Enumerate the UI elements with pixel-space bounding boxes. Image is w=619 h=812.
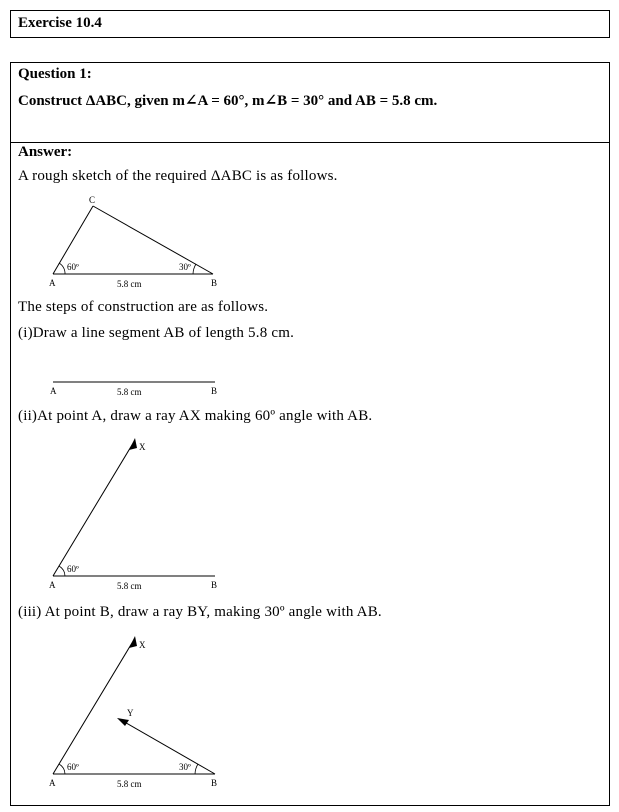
ray-ax-angle-a: 60º	[67, 564, 79, 574]
ray-ax-length-label: 5.8 cm	[117, 581, 142, 591]
exercise-title: Exercise 10.4	[18, 15, 102, 31]
question-box	[10, 62, 610, 143]
ray-by-length-label: 5.8 cm	[117, 779, 142, 789]
segment-label-a: A	[50, 386, 57, 396]
ray-ax-label-x: X	[139, 442, 146, 452]
exercise-header-box	[10, 10, 610, 38]
ray-by-label-b: B	[211, 778, 218, 788]
ray-by-angle-b: 30º	[179, 762, 191, 772]
ray-by-arc-b	[195, 764, 198, 774]
answer-divider	[10, 142, 610, 143]
step-3-text: (iii) At point B, draw a ray BY, making 30º angle with AB.	[18, 604, 382, 620]
rough-sketch-figure	[45, 196, 225, 292]
ray-by-arc-a	[59, 764, 65, 774]
steps-intro: The steps of construction are as follows.	[18, 299, 269, 315]
ray-ax-label-a: A	[49, 580, 56, 590]
ray-by-figure	[45, 632, 235, 796]
question-text: Construct ΔABC, given m∠A = 60°, m∠B = 30° and AB = 5.8 cm.	[18, 93, 438, 109]
ray-by-label-y: Y	[127, 708, 134, 718]
sketch-arc-b	[193, 264, 196, 274]
ray-by-label-a: A	[49, 778, 56, 788]
sketch-angle-a: 60º	[67, 262, 79, 272]
ray-ax-label-b: B	[211, 580, 218, 590]
step-2-text: (ii)At point A, draw a ray AX making 60º angle with AB.	[18, 408, 373, 424]
ray-by-line	[121, 720, 215, 774]
segment-ab-figure	[45, 374, 225, 402]
ray-by-label-x: X	[139, 640, 146, 650]
step-1-text: (i)Draw a line segment AB of length 5.8 cm.	[18, 325, 295, 341]
sketch-length-label: 5.8 cm	[117, 279, 142, 289]
sketch-label-a: A	[49, 278, 56, 288]
sketch-arc-a	[59, 263, 65, 274]
answer-box	[10, 142, 610, 806]
sketch-label-c: C	[89, 195, 96, 205]
ray-ax-line	[53, 440, 135, 576]
sketch-label-b: B	[211, 278, 218, 288]
ray-ax-arc-a	[59, 566, 65, 576]
segment-label-b: B	[211, 386, 218, 396]
sketch-angle-b: 30º	[179, 262, 191, 272]
segment-length-label: 5.8 cm	[117, 387, 142, 397]
ray-by-ax-arrowhead	[129, 636, 137, 648]
ray-ax-arrowhead	[129, 438, 137, 450]
ray-by-angle-a: 60º	[67, 762, 79, 772]
answer-label: Answer:	[18, 144, 73, 160]
ray-ax-figure	[45, 434, 235, 598]
question-label: Question 1:	[18, 66, 92, 82]
ray-by-ax-line	[53, 638, 135, 774]
answer-intro: A rough sketch of the required ΔABC is as follows.	[18, 168, 338, 184]
ray-by-arrowhead	[117, 718, 129, 726]
sketch-side-bc	[93, 206, 213, 274]
